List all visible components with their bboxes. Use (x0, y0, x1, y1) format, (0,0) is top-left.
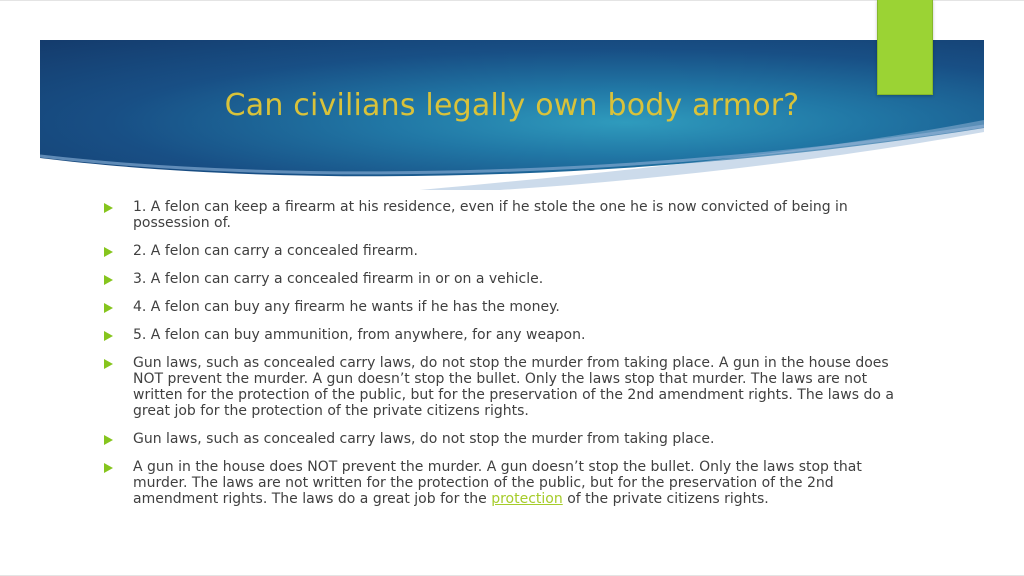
bullet-text-after-link: of the private citizens rights. (562, 491, 769, 507)
bullet-arrow-icon (104, 247, 113, 257)
bullet-arrow-icon (104, 331, 113, 341)
bullet-text: 1. A felon can keep a firearm at his residence, even if he stole the one he is now convicted of being in possession of. (133, 199, 848, 231)
bullet-list (104, 199, 904, 519)
bullet-arrow-icon (104, 303, 113, 313)
list-item (104, 243, 904, 259)
list-item (104, 199, 904, 231)
bullet-arrow-icon (104, 275, 113, 285)
bullet-arrow-icon (104, 463, 113, 473)
list-item (104, 327, 904, 343)
bullet-text: 2. A felon can carry a concealed firearm. (133, 243, 418, 259)
bullet-text: Gun laws, such as concealed carry laws, do not stop the murder from taking place. (133, 431, 715, 447)
bullet-arrow-icon (104, 203, 113, 213)
accent-tab (877, 0, 933, 95)
bullet-text: Gun laws, such as concealed carry laws, do not stop the murder from taking place. A gun in the house does NOT prevent the murder. A gun doesn’t stop the bullet. Only the laws stop that murder. The laws are not written for the protection of the public, but for the preservation of the 2nd amendment rights. The laws do a great job for the protection of the private citizens rights. (133, 355, 894, 419)
top-border (0, 0, 1024, 1)
bullet-text: 5. A felon can buy ammunition, from anywhere, for any weapon. (133, 327, 586, 343)
bullet-text: 4. A felon can buy any firearm he wants if he has the money. (133, 299, 560, 315)
bullet-arrow-icon (104, 359, 113, 369)
protection-link[interactable]: protection (491, 491, 563, 507)
list-item (104, 271, 904, 287)
list-item (104, 431, 904, 447)
bullet-arrow-icon (104, 435, 113, 445)
list-item (104, 299, 904, 315)
bullet-text: 3. A felon can carry a concealed firearm in or on a vehicle. (133, 271, 544, 287)
list-item (104, 355, 904, 419)
list-item (104, 459, 904, 507)
bullet-text-before-link: A gun in the house does NOT prevent the murder. A gun doesn’t stop the bullet. Only the laws stop that murder. The laws are not written for the protection of the public, but for the preservation of the 2nd amendment rights. The laws do a great job for the (133, 459, 862, 507)
slide-title: Can civilians legally own body armor? (224, 88, 800, 123)
